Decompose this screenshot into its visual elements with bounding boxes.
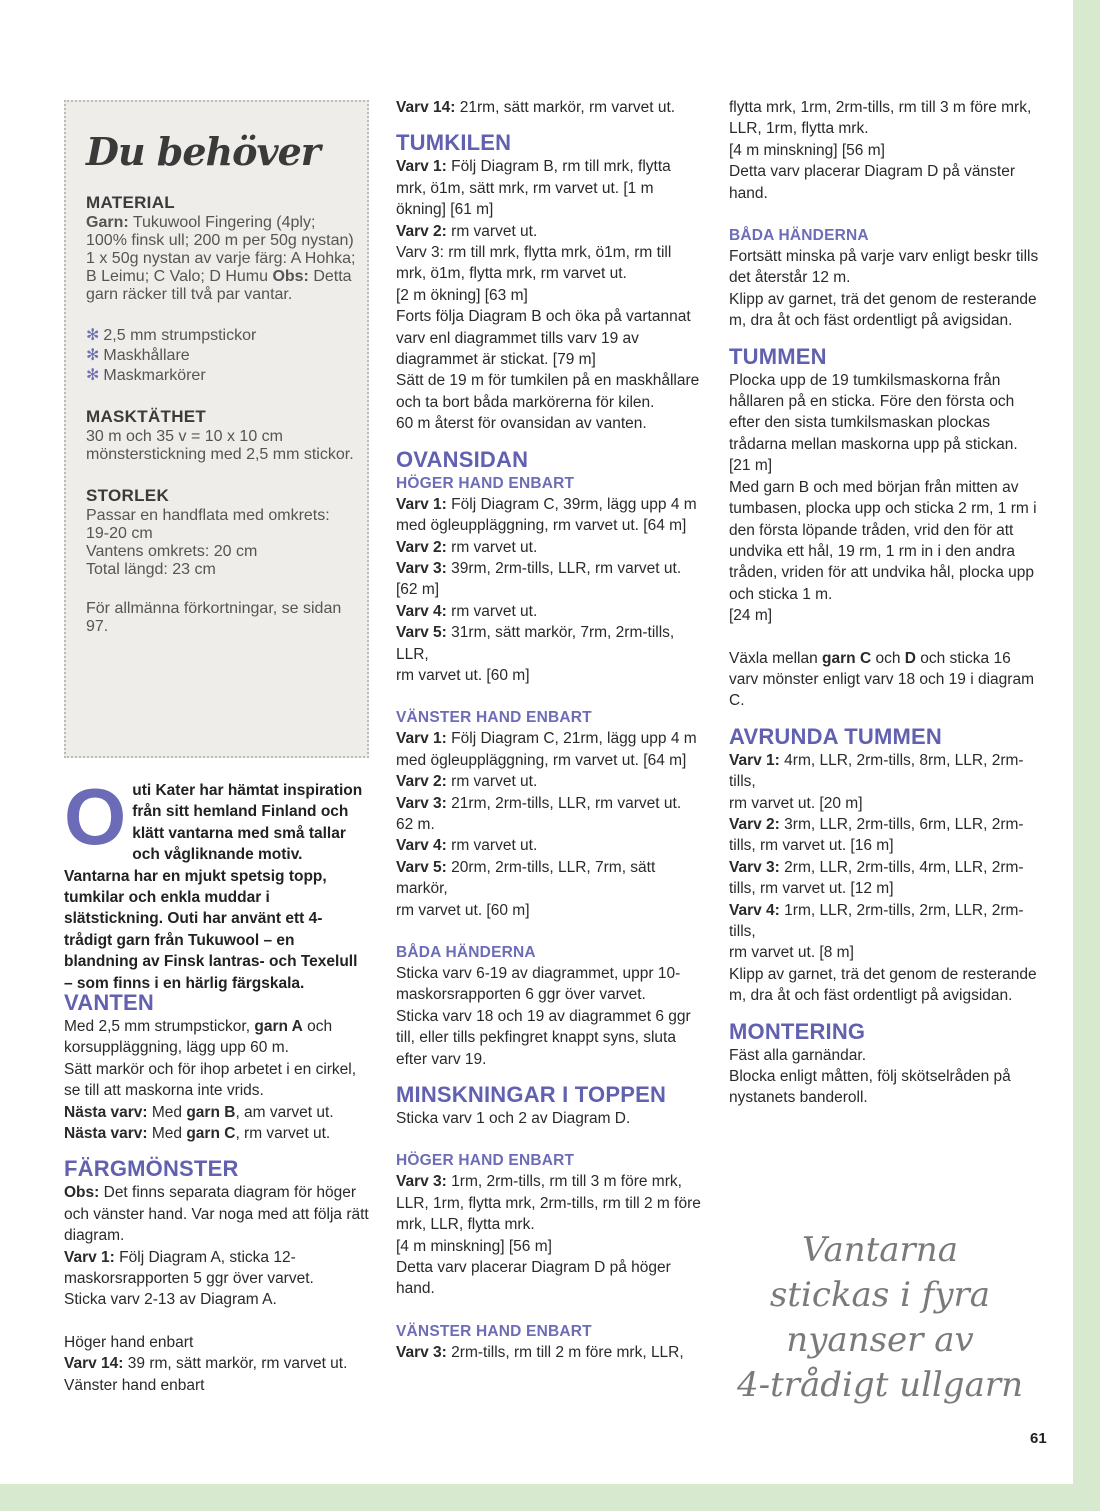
list-item: ✻ Maskhållare [86,347,190,364]
bada-heading: BÅDA HÄNDERNA [396,944,536,961]
column-2 [396,97,701,1363]
paragraph: Sätt de 19 m för tumkilen på en maskhållare och ta bort båda markörerna för kilen. [396,372,700,411]
paragraph: Med 2,5 mm strumpstickor, garn A och korsuppläggning, lägg upp 60 m. [64,1018,333,1057]
paragraph: Varv 1: Följ Diagram A, sticka 12-maskorsrapporten 5 ggr över varvet. [64,1248,314,1288]
asterisk-icon: ✻ [86,367,100,384]
page-number: 61 [1030,1430,1047,1447]
pull-quote-line: 4-trådigt ullgarn [736,1365,1023,1405]
paragraph: Nästa varv: Med garn C, rm varvet ut. [64,1125,331,1143]
paragraph: [21 m] [729,457,773,475]
size-line: Total längd: 23 cm [86,561,216,578]
paragraph: Höger hand enbart [64,1333,194,1351]
paragraph: rm varvet ut. [60 m] [396,666,530,684]
paragraph: Sticka varv 1 och 2 av Diagram D. [396,1110,631,1128]
paragraph: [4 m minskning] [56 m] [729,141,885,159]
ovansidan-heading: OVANSIDAN [396,446,529,472]
paragraph: Varv 5: 31rm, sätt markör, 7rm, 2rm-tills, LLR, [396,624,675,663]
paragraph: Varv 3: 2rm-tills, rm till 2 m före mrk, LLR, [396,1343,684,1361]
paragraph: Varv 4: 1rm, LLR, 2rm-tills, 2rm, LLR, 2rm-tills, [729,901,1024,940]
montering-heading: MONTERING [729,1018,866,1044]
hoger-heading: HÖGER HAND ENBART [396,1152,575,1170]
paragraph: Forts följa Diagram B och öka på vartannat varv enl diagrammet tills varv 19 av diagrammet är stickat. [79 m] [396,308,691,369]
abbrev-text: För allmänna förkortningar, se sidan 97. [86,600,342,635]
paragraph: Fortsätt minska på varje varv enligt beskr tills det återstår 12 m. [729,248,1039,287]
intro-text: uti Kater har hämtat inspiration från sitt hemland Finland och klätt vantarna med små tallar och vågliknande motiv. Vantarna har en mjukt spetsig topp, tumkilar och enkla muddar i slätstickning. Outi har använt ett 4-trådigt garn från Tukuwool – en blandning av Finsk lantras- och Texelull – som finns i en härlig färgskala. [64,782,363,992]
column-3 [729,97,1039,1109]
paragraph: Med garn B och med början från mitten av tumbasen, plocka upp och sticka 2 rm, 1 rm i den första löpande tråden, vrid den för att undvika ett hål, 19 rm, 1 rm in i den andra tråden, vriden för att undvika hål, plocka upp och sticka 1 m. [729,478,1037,603]
box-title: Du behöver [86,129,320,174]
pull-quote-line: nyanser av [786,1320,974,1360]
paragraph: Varv 2: rm varvet ut. [396,222,538,240]
size-line: Passar en handflata med omkrets: 19-20 cm [86,507,330,542]
paragraph: rm varvet ut. [60 m] [396,901,530,919]
paragraph: rm varvet ut. [20 m] [729,794,863,812]
paragraph: Sticka varv 18 och 19 av diagrammet 6 ggr till, eller tills pekfingret knappt syns, sluta efter varv 19. [396,1007,691,1068]
paragraph: Varv 3: 39rm, 2rm-tills, LLR, rm varvet ut. [62 m] [396,559,682,599]
paragraph: Varv 1: 4rm, LLR, 2rm-tills, 8rm, LLR, 2rm-tills, [729,751,1024,791]
pull-quote-line: stickas i fyra [769,1275,991,1315]
paragraph: Vänster hand enbart [64,1376,205,1394]
paragraph: flytta mrk, 1rm, 2rm-tills, rm till 3 m före mrk, LLR, 1rm, flytta mrk. [729,99,1032,138]
paragraph: Obs: Det finns separata diagram för höger och vänster hand. Var noga med att följa rätt diagram. [64,1184,369,1245]
yarn-text: Garn: Tukuwool Fingering (4ply; 100% finsk ull; 200 m per 50g nystan) 1 x 50g nystan av varje färg: A Hohka; B Leimu; C Valo; D Humu Obs: Detta garn räcker till två par vantar. [86,214,356,303]
minskningar-heading: MINSKNINGAR I TOPPEN [396,1082,667,1108]
paragraph: Varv 2: rm varvet ut. [396,538,538,556]
hoger-heading: HÖGER HAND ENBART [396,474,575,492]
dropcap: O [64,772,127,861]
paragraph: Nästa varv: Med garn B, am varvet ut. [64,1103,334,1121]
paragraph: Blocka enligt måtten, följ skötselråden på nystanets banderoll. [729,1068,1011,1107]
paragraph: Varv 3: rm till mrk, flytta mrk, ö1m, rm till mrk, ö1m, flytta mrk, rm varvet ut. [396,244,672,283]
column-1 [64,990,369,1396]
material-heading: MATERIAL [86,193,175,212]
size-heading: STORLEK [86,486,170,505]
tummen-heading: TUMMEN [729,343,827,369]
paragraph: [4 m minskning] [56 m] [396,1237,552,1255]
fargmonster-heading: FÄRGMÖNSTER [64,1156,239,1182]
paragraph: Varv 14: 39 rm, sätt markör, rm varvet ut. [64,1355,348,1373]
paragraph: Varv 2: rm varvet ut. [396,773,538,791]
paragraph: Plocka upp de 19 tumkilsmaskorna från hållaren på en sticka. Före den första och efter den sista tumkilsmaskan plockas trådarna mellan maskorna upp på stickan. [729,371,1018,453]
avrunda-heading: AVRUNDA TUMMEN [729,723,943,749]
pull-quote-line: Vantarna [802,1230,958,1270]
paragraph: Sticka varv 6-19 av diagrammet, uppr 10-maskorsrapporten 6 ggr över varvet. [396,965,681,1004]
gauge-text: 30 m och 35 v = 10 x 10 cm mönsterstickning med 2,5 mm stickor. [86,428,354,463]
asterisk-icon: ✻ [86,347,100,364]
paragraph: Varv 3: 21rm, 2rm-tills, LLR, rm varvet ut. 62 m. [396,794,682,833]
paragraph: Varv 1: Följ Diagram B, rm till mrk, flytta mrk, ö1m, sätt mrk, rm varvet ut. [1 m ökning] [61 m] [396,158,671,219]
paragraph: Klipp av garnet, trä det genom de resterande m, dra åt och fäst ordentligt på avigsidan. [729,965,1037,1005]
paragraph: Varv 5: 20rm, 2rm-tills, LLR, 7rm, sätt markör, [396,858,656,898]
list-item: ✻ Maskmarkörer [86,367,206,384]
vanster-heading: VÄNSTER HAND ENBART [396,709,592,727]
paragraph: Detta varv placerar Diagram D på höger hand. [396,1259,671,1298]
materials-box [64,100,369,758]
paragraph: Varv 3: 2rm, LLR, 2rm-tills, 4rm, LLR, 2rm-tills, rm varvet ut. [12 m] [729,858,1024,898]
paragraph: rm varvet ut. [8 m] [729,944,854,962]
paragraph: Sätt markör och för ihop arbetet i en cirkel, se till att maskorna inte vrids. [64,1060,357,1100]
bada-heading: BÅDA HÄNDERNA [729,227,869,245]
paragraph: [24 m] [729,607,773,625]
paragraph: Detta varv placerar Diagram D på vänster hand. [729,163,1016,202]
asterisk-icon: ✻ [86,327,100,344]
paragraph: Klipp av garnet, trä det genom de resterande m, dra åt och fäst ordentligt på avigsidan. [729,290,1037,330]
paragraph: Varv 1: Följ Diagram C, 39rm, lägg upp 4 m med ögleuppläggning, rm varvet ut. [64 m] [396,495,697,535]
gauge-heading: MASKTÄTHET [86,407,207,426]
paragraph: 60 m återst för ovansidan av vanten. [396,415,647,433]
paragraph: Varv 14: 21rm, sätt markör, rm varvet ut. [396,99,676,116]
paragraph: Växla mellan garn C och D och sticka 16 varv mönster enligt varv 18 och 19 i diagram C. [729,649,1034,710]
paragraph: Varv 4: rm varvet ut. [396,837,538,855]
paragraph: Varv 3: 1rm, 2rm-tills, rm till 3 m före mrk, LLR, 1rm, flytta mrk, 2rm-tills, rm till 2 m före mrk, LLR, flytta mrk. [396,1173,701,1234]
size-line: Vantens omkrets: 20 cm [86,543,258,560]
paragraph: [2 m ökning] [63 m] [396,286,528,304]
tumkilen-heading: TUMKILEN [396,130,512,156]
paragraph: Varv 2: 3rm, LLR, 2rm-tills, 6rm, LLR, 2rm-tills, rm varvet ut. [16 m] [729,815,1024,855]
paragraph: Fäst alla garnändar. [729,1046,867,1064]
list-item: ✻ 2,5 mm strumpstickor [86,327,257,344]
vanster-heading: VÄNSTER HAND ENBART [396,1322,592,1340]
vanten-heading: VANTEN [64,990,155,1015]
paragraph: Varv 4: rm varvet ut. [396,602,538,620]
paragraph: Sticka varv 2-13 av Diagram A. [64,1291,277,1309]
pull-quote [730,1228,1030,1408]
paragraph: Varv 1: Följ Diagram C, 21rm, lägg upp 4 m med ögleuppläggning, rm varvet ut. [64 m] [396,730,697,769]
intro [64,772,364,994]
